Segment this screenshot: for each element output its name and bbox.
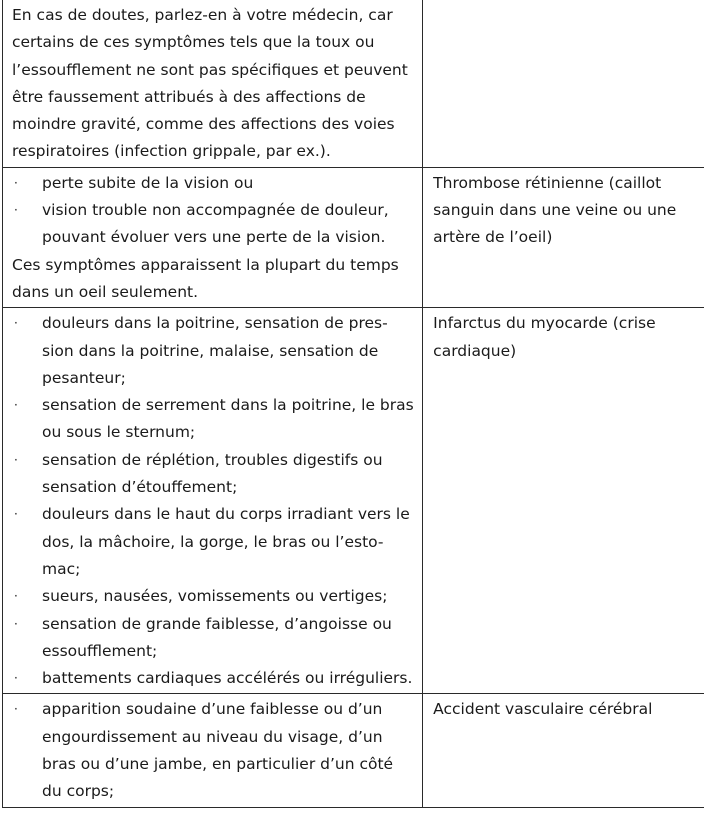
symptoms-cell: [3, 694, 423, 807]
bullet-icon: ·: [14, 398, 18, 413]
list-item-text: sensation de réplétion, troubles digestifs ou sensation d’étouffement;: [42, 450, 383, 497]
bullet-icon: ·: [14, 616, 18, 631]
condition-cell: Accident vasculaire cérébral: [423, 694, 704, 807]
list-item-text: vision trouble non accompagnée de douleur, pouvant évoluer vers une perte de la vision.: [42, 201, 389, 247]
bullet-icon: ·: [14, 203, 18, 218]
symptoms-cell: [3, 308, 423, 694]
bullet-icon: ·: [14, 671, 18, 686]
list-item: [12, 501, 416, 583]
list-item-text: sensation de grande faiblesse, d’angoisse ou essoufflement;: [42, 614, 392, 660]
list-item: [12, 583, 416, 610]
paragraph: Ces symptômes apparaissent la plupart du temps dans un oeil seulement.: [12, 255, 399, 301]
bullet-icon: ·: [14, 589, 18, 604]
table-row: [3, 308, 704, 694]
bullet-icon: ·: [14, 316, 18, 331]
list-item-text: sueurs, nausées, vomissements ou vertiges;: [42, 587, 388, 606]
list-item: [12, 170, 416, 197]
symptoms-cell: [3, 167, 423, 307]
table-row: [3, 0, 704, 167]
bullet-icon: ·: [14, 702, 18, 717]
list-item: [12, 392, 416, 447]
symptom-list: [12, 696, 416, 805]
bullet-icon: ·: [14, 452, 18, 467]
symptom-list: [12, 310, 416, 692]
bullet-icon: ·: [14, 175, 18, 190]
paragraph: En cas de doutes, parlez-en à votre médecin, car certains de ces symptômes tels que la toux ou l’essoufflement ne sont pas spécifiques et peuvent être faussement attribués à des affections de moindre gravité, comme des affections des voies respiratoires (infection grippale, par ex.).: [12, 6, 408, 161]
list-item: [12, 310, 416, 392]
bullet-icon: ·: [14, 507, 18, 522]
list-item-text: douleurs dans la poitrine, sensation de pres-sion dans la poitrine, malaise, sensation de pesanteur;: [42, 314, 388, 387]
table-row: [3, 694, 704, 807]
list-item: [12, 447, 416, 502]
table-row: [3, 167, 704, 307]
list-item: [12, 696, 416, 805]
symptoms-cell: [3, 0, 423, 167]
condition-cell: Thrombose rétinienne (caillot sanguin dans une veine ou une artère de l’oeil): [423, 167, 704, 307]
list-item-text: apparition soudaine d’une faiblesse ou d’un engourdissement au niveau du visage, d’un bras ou d’une jambe, en particulier d’un côté du corps;: [42, 700, 394, 801]
symptom-list: [12, 170, 416, 252]
condition-cell: [423, 0, 704, 167]
symptoms-table: [2, 0, 704, 808]
list-item-text: battements cardiaques accélérés ou irréguliers.: [42, 669, 413, 688]
list-item-text: sensation de serrement dans la poitrine, le bras ou sous le sternum;: [42, 396, 414, 442]
list-item-text: perte subite de la vision ou: [42, 173, 254, 192]
condition-cell: Infarctus du myocarde (crise cardiaque): [423, 308, 704, 694]
list-item-text: douleurs dans le haut du corps irradiant vers le dos, la mâchoire, la gorge, le bras ou l’esto-mac;: [42, 505, 410, 578]
list-item: [12, 665, 416, 692]
list-item: [12, 611, 416, 666]
list-item: [12, 197, 416, 252]
